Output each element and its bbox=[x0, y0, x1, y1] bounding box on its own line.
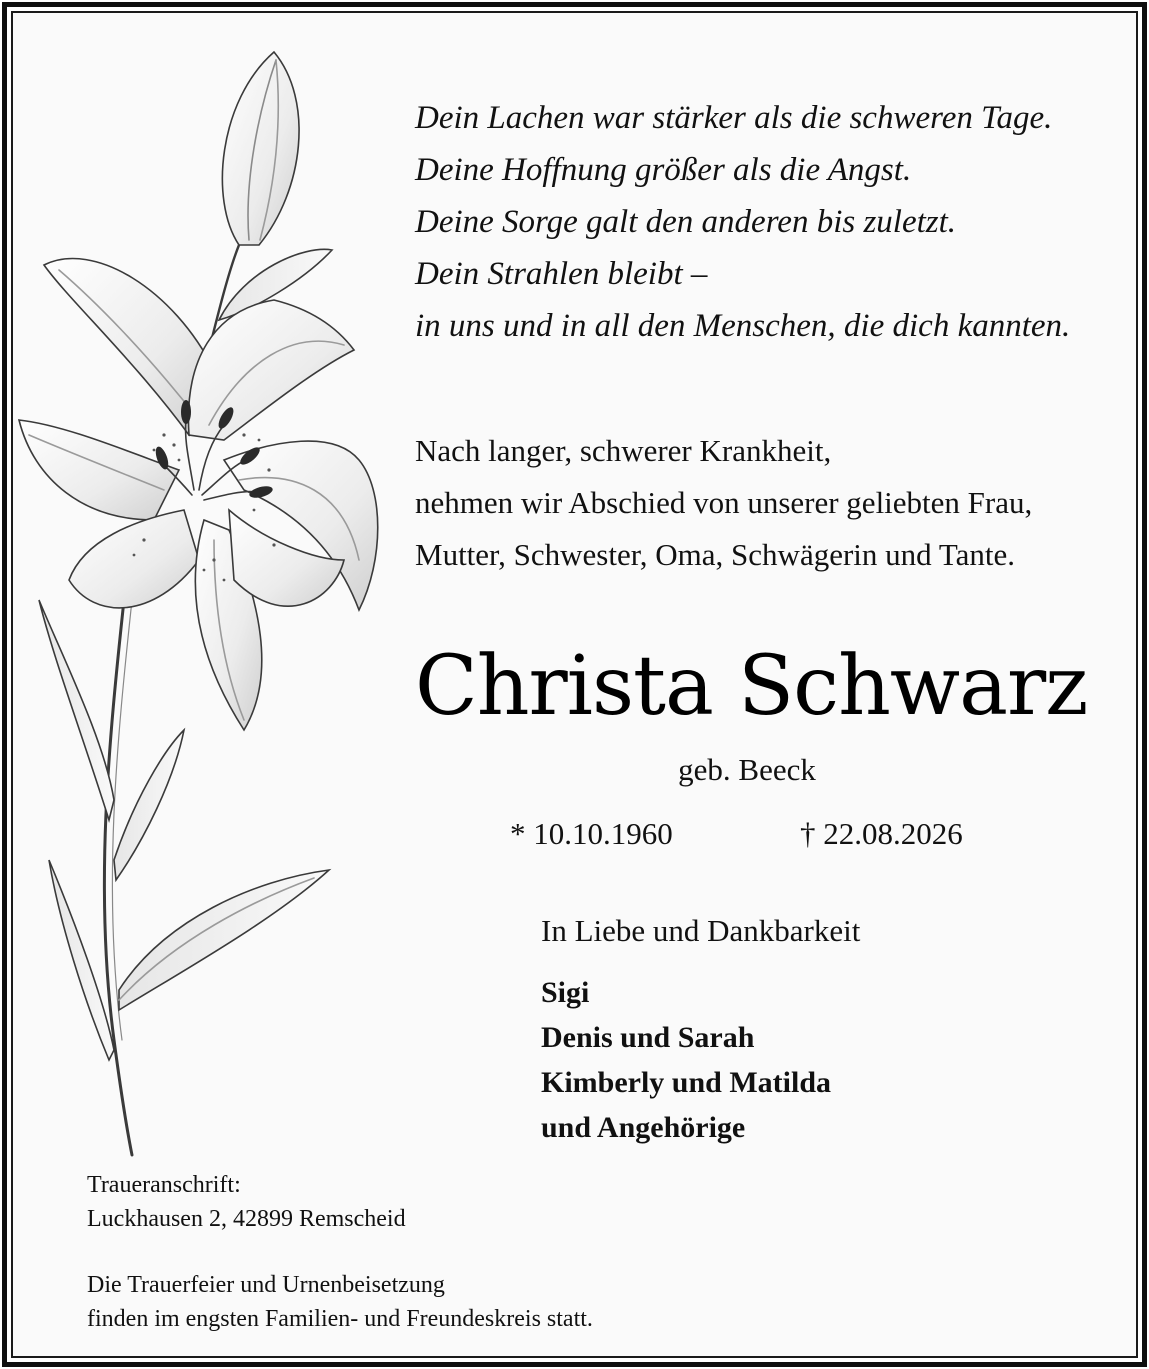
ceremony-line: finden im engsten Familien- und Freundeskreis statt. bbox=[87, 1306, 593, 1332]
ceremony-line: Die Trauerfeier und Urnenbeisetzung bbox=[87, 1272, 445, 1298]
address-value: Luckhausen 2, 42899 Remscheid bbox=[87, 1206, 406, 1232]
announcement-text bbox=[415, 425, 1115, 581]
lily-flower-icon bbox=[14, 40, 414, 1160]
poem-line: Deine Hoffnung größer als die Angst. bbox=[415, 152, 912, 188]
mourner-entry: Kimberly und Matilda bbox=[541, 1066, 832, 1099]
mourner-entry: und Angehörige bbox=[541, 1111, 746, 1144]
memorial-poem bbox=[415, 92, 1115, 352]
poem-line: Deine Sorge galt den anderen bis zuletzt. bbox=[415, 204, 957, 240]
maiden-name: geb. Beeck bbox=[678, 752, 816, 787]
mourner-entry: Sigi bbox=[541, 976, 590, 1009]
announcement-line: Nach langer, schwerer Krankheit, bbox=[415, 433, 832, 468]
mourner-entry: Denis und Sarah bbox=[541, 1021, 755, 1054]
closing-phrase: In Liebe und Dankbarkeit bbox=[541, 913, 861, 948]
poem-line: Dein Strahlen bleibt – bbox=[415, 256, 708, 292]
mourning-address bbox=[87, 1168, 406, 1236]
poem-line: in uns und in all den Menschen, die dich kannten. bbox=[415, 308, 1071, 344]
announcement-line: Mutter, Schwester, Oma, Schwägerin und Tante. bbox=[415, 537, 1015, 572]
birth-date: * 10.10.1960 bbox=[510, 816, 673, 851]
ceremony-note bbox=[87, 1268, 593, 1336]
mourners-list bbox=[541, 970, 831, 1150]
deceased-name: Christa Schwarz bbox=[415, 639, 1088, 734]
announcement-line: nehmen wir Abschied von unserer geliebten Frau, bbox=[415, 485, 1033, 520]
address-label: Traueranschrift: bbox=[87, 1172, 241, 1198]
death-date: † 22.08.2026 bbox=[800, 816, 963, 851]
poem-line: Dein Lachen war stärker als die schweren Tage. bbox=[415, 100, 1053, 136]
